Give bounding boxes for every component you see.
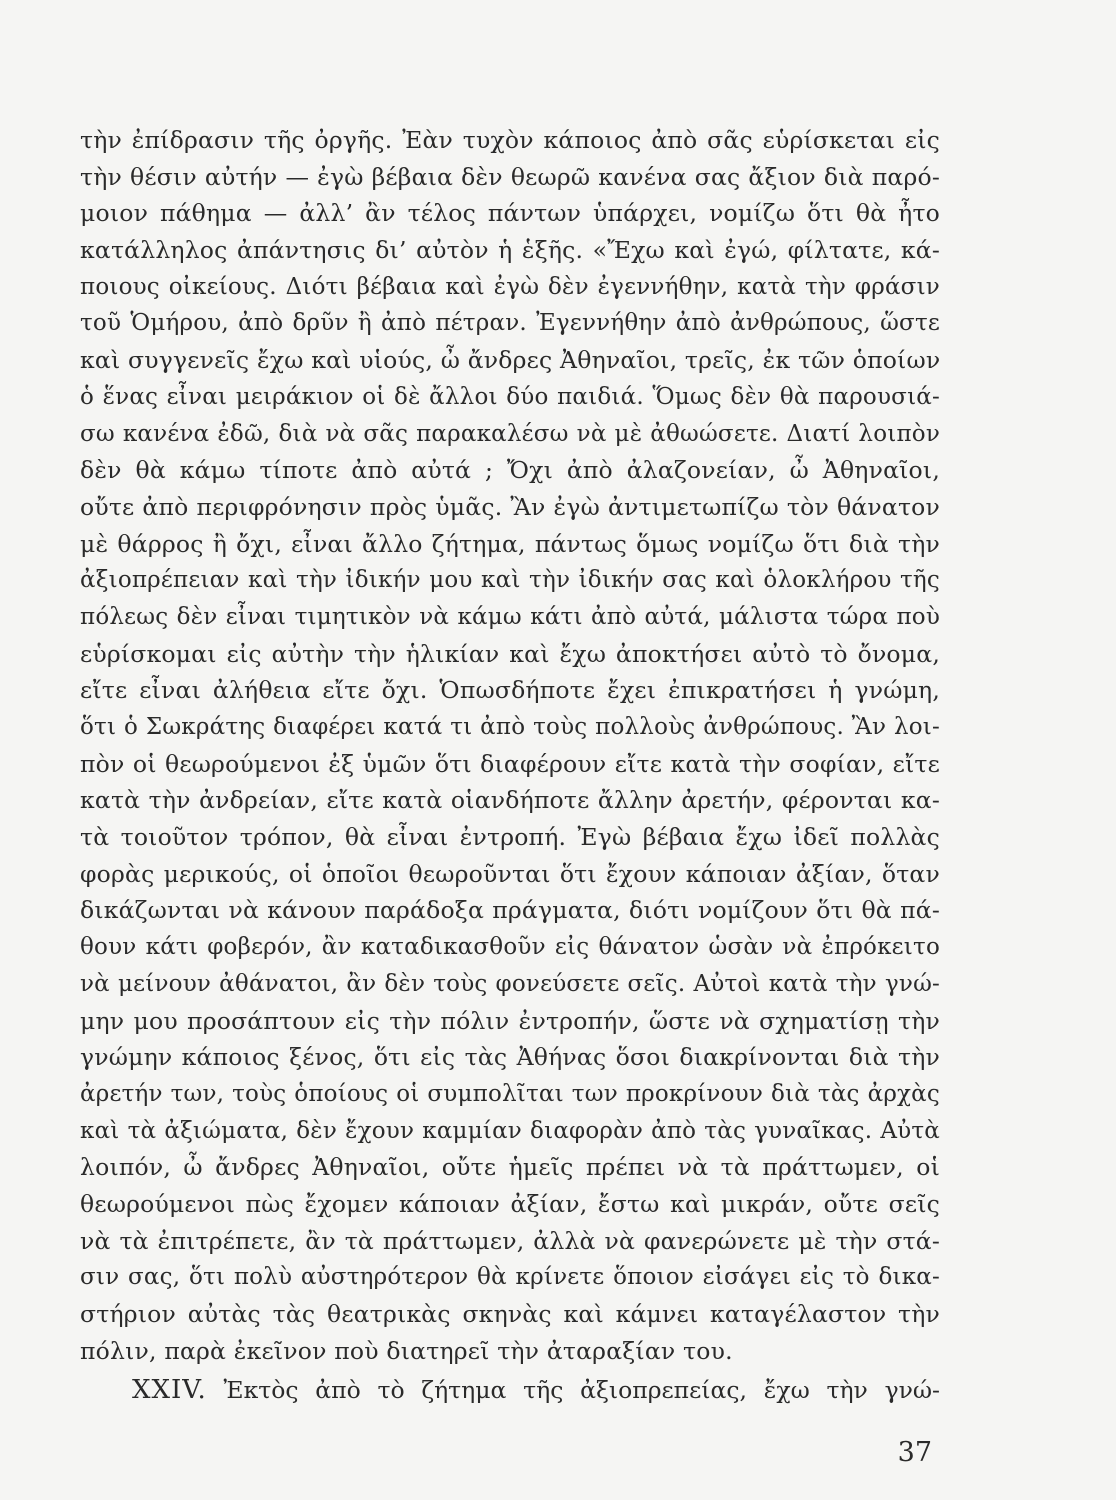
- text-line: ἀξιοπρέπειαν καὶ τὴν ἰδικήν μου καὶ τὴν ἰδικήν σας καὶ ὁλοκλήρου τῆς: [80, 567, 940, 594]
- section-first-line: Ἐκτὸς ἀπὸ τὸ ζήτημα τῆς ἀξιοπρεπείας, ἔχω τὴν γνώ-: [223, 1376, 940, 1404]
- page-number: 37: [897, 1437, 932, 1468]
- text-line: θουν κάτι φοβερόν, ἂν καταδικασθοῦν εἰς θάνατον ὡσὰν νὰ ἐπρόκειτο: [80, 934, 940, 961]
- text-line: καὶ συγγενεῖς ἔχω καὶ υἱούς, ὦ ἄνδρες Ἀθηναῖοι, τρεῖς, ἐκ τῶν ὁποίων: [80, 346, 941, 375]
- text-line: κατὰ τὴν ἀνδρείαν, εἴτε κατὰ οἱανδήποτε ἄλλην ἀρετήν, φέρονται κα-: [80, 786, 940, 815]
- text-line: στήριον αὐτὰς τὰς θεατρικὰς σκηνὰς καὶ κάμνει καταγέλαστον τὴν: [80, 1300, 940, 1328]
- text-line: δικάζωνται νὰ κάνουν παράδοξα πράγματα, διότι νομίζουν ὅτι θὰ πά-: [80, 896, 940, 925]
- text-line: τοῦ Ὁμήρου, ἀπὸ δρῦν ἢ ἀπὸ πέτραν. Ἐγεννήθην ἀπὸ ἀνθρώπους, ὥστε: [80, 310, 940, 337]
- text-line: πόλιν, παρὰ ἐκεῖνον ποὺ διατηρεῖ τὴν ἀταραξίαν του.: [80, 1336, 733, 1365]
- text-line: λοιπόν, ὦ ἄνδρες Ἀθηναῖοι, οὔτε ἡμεῖς πρέπει νὰ τὰ πράττωμεν, οἱ: [80, 1153, 940, 1182]
- text-line: νὰ μείνουν ἀθάνατοι, ἂν δὲν τοὺς φονεύσετε σεῖς. Αὐτοὶ κατὰ τὴν γνώ-: [80, 970, 940, 997]
- text-line: μὲ θάρρος ἢ ὄχι, εἶναι ἄλλο ζήτημα, πάντως ὅμως νομίζω ὅτι διὰ τὴν: [80, 529, 940, 558]
- text-line: δὲν θὰ κάμω τίποτε ἀπὸ αὐτά ; Ὄχι ἀπὸ ἀλαζονείαν, ὦ Ἀθηναῖοι,: [80, 456, 940, 485]
- text-line: μοιον πάθημα — ἀλλ’ ἂν τέλος πάντων ὑπάρχει, νομίζω ὅτι θὰ ἦτο: [80, 199, 940, 228]
- text-line: τὰ τοιοῦτον τρόπον, θὰ εἶναι ἐντροπή. Ἐγὼ βέβαια ἔχω ἰδεῖ πολλὰς: [80, 823, 940, 852]
- text-line: ποιους οἰκείους. Διότι βέβαια καὶ ἐγὼ δὲν ἐγεννήθην, κατὰ τὴν φράσιν: [80, 273, 940, 300]
- text-line: καὶ τὰ ἀξιώματα, δὲν ἔχουν καμμίαν διαφορὰν ἀπὸ τὰς γυναῖκας. Αὐτὰ: [80, 1117, 940, 1144]
- text-line: φορὰς μερικούς, οἱ ὁποῖοι θεωροῦνται ὅτι ἔχουν κάποιαν ἀξίαν, ὅταν: [80, 859, 940, 888]
- text-line: οὔτε ἀπὸ περιφρόνησιν πρὸς ὑμᾶς. Ἂν ἐγὼ ἀντιμετωπίζω τὸν θάνατον: [80, 492, 940, 521]
- text-line: σιν σας, ὅτι πολὺ αὐστηρότερον θὰ κρίνετε ὅποιον εἰσάγει εἰς τὸ δικα-: [80, 1264, 940, 1291]
- text-line: ὁ ἕνας εἶναι μειράκιον οἱ δὲ ἄλλοι δύο παιδιά. Ὅμως δὲν θὰ παρουσιά-: [80, 383, 940, 410]
- text-line: τὴν ἐπίδρασιν τῆς ὀργῆς. Ἐὰν τυχὸν κάποιος ἀπὸ σᾶς εὑρίσκεται εἰς: [80, 126, 940, 154]
- text-line: τὴν θέσιν αὐτήν — ἐγὼ βέβαια δὲν θεωρῶ κανένα σας ἄξιον διὰ παρό-: [80, 162, 940, 191]
- text-line: ὅτι ὁ Σωκράτης διαφέρει κατά τι ἀπὸ τοὺς πολλοὺς ἀνθρώπους. Ἂν λοι-: [80, 714, 940, 740]
- text-line: μην μου προσάπτουν εἰς τὴν πόλιν ἐντροπήν, ὥστε νὰ σχηματίσῃ τὴν: [80, 1006, 940, 1035]
- text-line: κατάλληλος ἀπάντησις δι’ αὐτὸν ἡ ἑξῆς. «Ἔχω καὶ ἐγώ, φίλτατε, κά-: [80, 236, 940, 265]
- text-line: εὑρίσκομαι εἰς αὐτὴν τὴν ἡλικίαν καὶ ἔχω ἀποκτήσει αὐτὸ τὸ ὄνομα,: [80, 639, 940, 668]
- text-line: νὰ τὰ ἐπιτρέπετε, ἂν τὰ πράττωμεν, ἀλλὰ νὰ φανερώνετε μὲ τὴν στά-: [80, 1226, 940, 1255]
- text-line: γνώμην κάποιος ξένος, ὅτι εἰς τὰς Ἀθήνας ὅσοι διακρίνονται διὰ τὴν: [80, 1043, 940, 1072]
- text-line: πόλεως δὲν εἶναι τιμητικὸν νὰ κάμω κάτι ἀπὸ αὐτά, μάλιστα τώρα ποὺ: [80, 603, 940, 630]
- text-line: θεωρούμενοι πὼς ἔχομεν κάποιαν ἀξίαν, ἔστω καὶ μικράν, οὔτε σεῖς: [80, 1189, 940, 1218]
- body-text: [80, 122, 940, 1369]
- text-line: ἀρετήν των, τοὺς ὁποίους οἱ συμπολῖται των προκρίνουν διὰ τὰς ἀρχὰς: [80, 1080, 940, 1107]
- text-line: σω κανένα ἐδῶ, διὰ νὰ σᾶς παρακαλέσω νὰ μὲ ἀθωώσετε. Διατί λοιπὸν: [80, 420, 940, 447]
- section-opening-line: [132, 1370, 940, 1410]
- text-line: πὸν οἱ θεωρούμενοι ἐξ ὑμῶν ὅτι διαφέρουν εἴτε κατὰ τὴν σοφίαν, εἴτε: [80, 749, 940, 778]
- section-numeral: XXIV.: [132, 1375, 207, 1405]
- text-line: εἴτε εἶναι ἀλήθεια εἴτε ὄχι. Ὁπωσδήποτε ἔχει ἐπικρατήσει ἡ γνώμη,: [80, 676, 940, 705]
